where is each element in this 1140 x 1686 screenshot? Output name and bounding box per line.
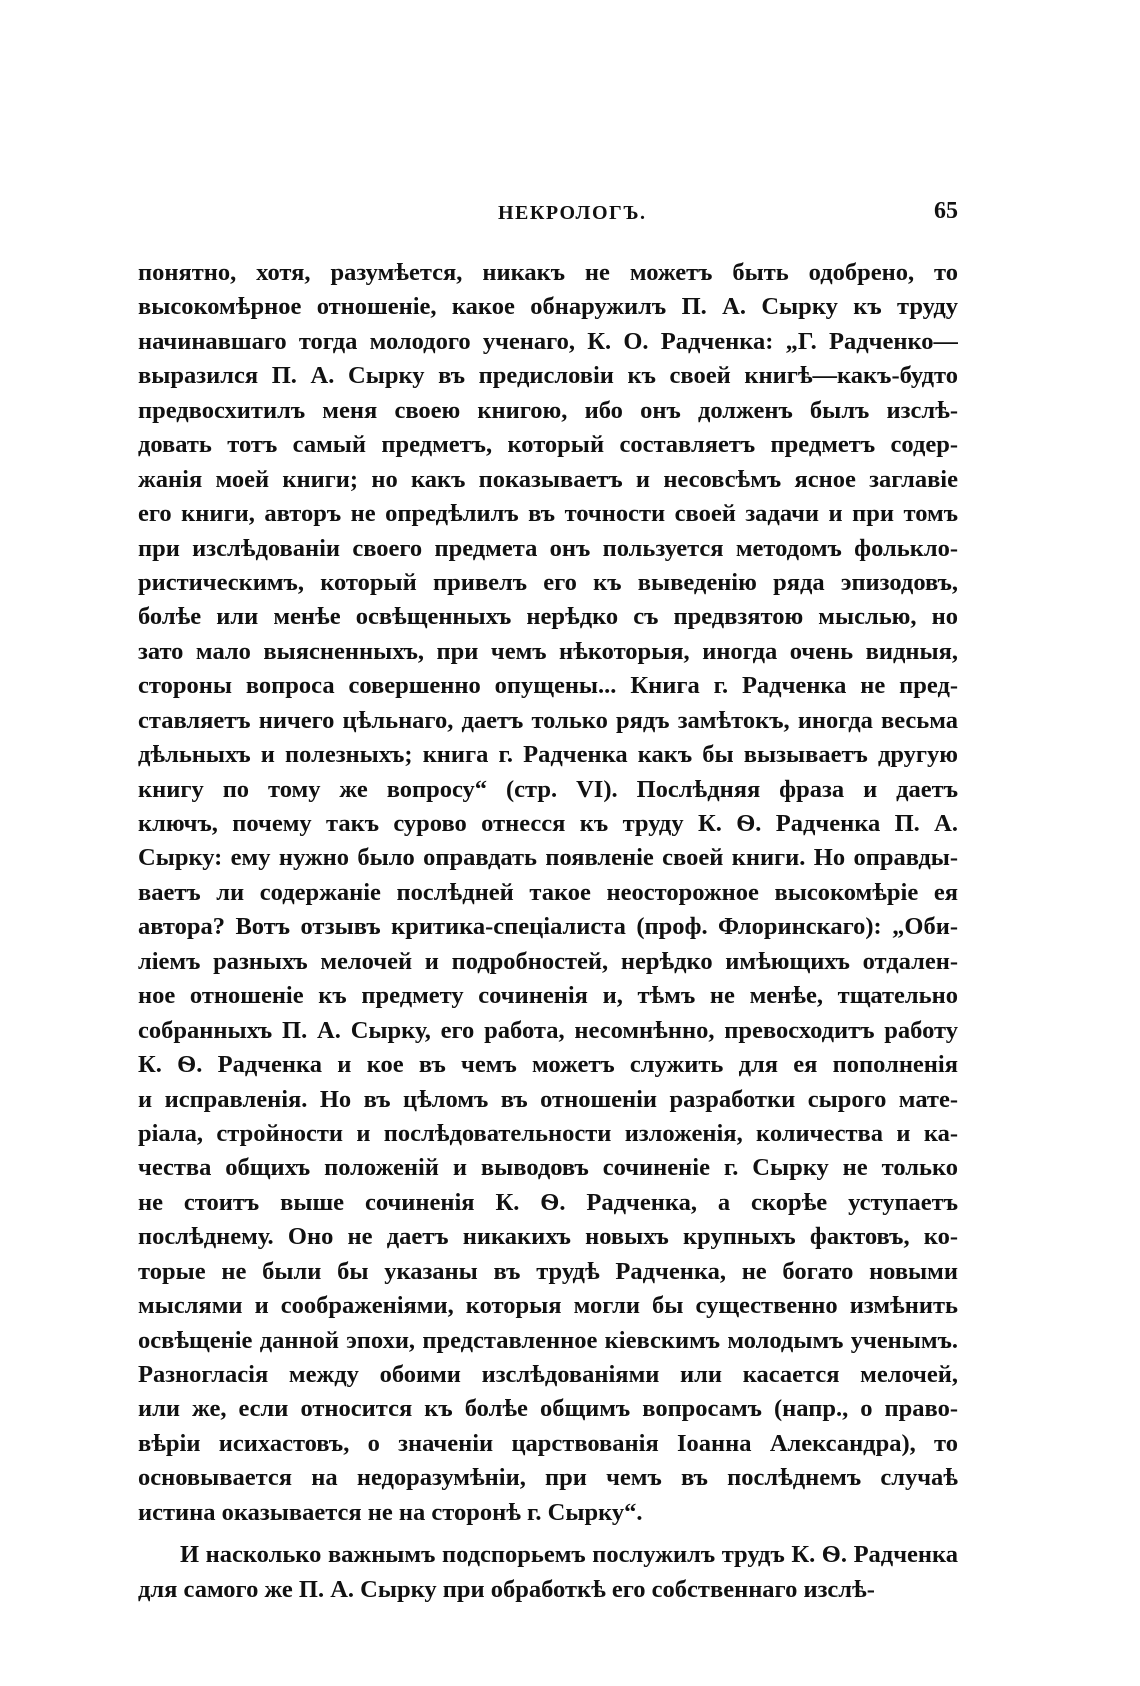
paragraph-2 — [138, 1538, 958, 1607]
text-line: при изслѣдованіи своего предмета онъ пользуется методомъ фолькло- — [138, 534, 958, 562]
text-line: ліемъ разныхъ мелочей и подробностей, нерѣдко имѣющихъ отдален- — [138, 947, 958, 975]
text-line: вѣріи исихастовъ, о значеніи царствованія Іоанна Александра), то — [138, 1429, 958, 1457]
paragraph-gap — [138, 1530, 958, 1538]
text-line: стороны вопроса совершенно опущены... Книга г. Радченка не пред- — [138, 672, 958, 700]
page-header — [138, 198, 958, 236]
text-line: собранныхъ П. А. Сырку, его работа, несомнѣнно, превосходитъ работу — [138, 1016, 958, 1044]
text-line: автора? Вотъ отзывъ критика-спеціалиста (проф. Флоринскаго): „Оби- — [138, 913, 958, 941]
text-line: выразился П. А. Сырку въ предисловіи къ своей книгѣ—какъ-будто — [138, 362, 958, 390]
text-line: начинавшаго тогда молодого ученаго, К. О. Радченка: „Г. Радченко— — [138, 327, 958, 355]
text-line: истина оказывается не на сторонѣ г. Сырку“. — [138, 1498, 643, 1526]
text-line: или же, если относится къ болѣе общимъ вопросамъ (напр., о право- — [138, 1395, 958, 1423]
text-line: для самого же П. А. Сырку при обработкѣ его собственнаго изслѣ- — [138, 1575, 875, 1603]
text-line: мыслями и соображеніями, которыя могли бы существенно измѣнить — [138, 1292, 958, 1320]
text-line: ное отношеніе къ предмету сочиненія и, тѣмъ не менѣе, тщательно — [138, 982, 958, 1010]
text-line: Разногласія между обоими изслѣдованіями или касается мелочей, — [138, 1361, 958, 1388]
body-text — [138, 256, 958, 1607]
text-line: ріала, стройности и послѣдовательности изложенія, количества и ка- — [138, 1119, 958, 1147]
text-line: дѣльныхъ и полезныхъ; книга г. Радченка какъ бы вызываетъ другую — [138, 741, 958, 769]
text-line: понятно, хотя, разумѣется, никакъ не можетъ быть одобрено, то — [138, 259, 958, 286]
paragraph-1 — [138, 256, 958, 1530]
text-line: И насколько важнымъ подспорьемъ послужилъ трудъ К. Ѳ. Радченка — [180, 1541, 958, 1569]
text-line: торые не были бы указаны въ трудѣ Радченка, не богато новыми — [138, 1257, 958, 1285]
page-number: 65 — [934, 198, 958, 224]
text-line: чества общихъ положеній и выводовъ сочиненіе г. Сырку не только — [138, 1154, 958, 1182]
text-line: ставляетъ ничего цѣльнаго, даетъ только рядъ замѣтокъ, иногда весьма — [138, 706, 958, 734]
text-line: послѣднему. Оно не даетъ никакихъ новыхъ крупныхъ фактовъ, ко- — [138, 1223, 958, 1251]
text-line: высокомѣрное отношеніе, какое обнаружилъ П. А. Сырку къ труду — [138, 293, 958, 321]
text-line: зато мало выясненныхъ, при чемъ нѣкоторыя, иногда очень видныя, — [138, 637, 958, 665]
text-line: книгу по тому же вопросу“ (стр. VI). Послѣдняя фраза и даетъ — [138, 775, 958, 803]
text-line: ваетъ ли содержаніе послѣдней такое неосторожное высокомѣріе ея — [138, 878, 958, 906]
text-line: довать тотъ самый предметъ, который составляетъ предметъ содер- — [138, 431, 958, 459]
text-line: жанія моей книги; но какъ показываетъ и несовсѣмъ ясное заглавіе — [138, 465, 958, 493]
text-line: и исправленія. Но въ цѣломъ въ отношеніи разработки сырого мате- — [138, 1085, 958, 1113]
text-line: болѣе или менѣе освѣщенныхъ нерѣдко съ предвзятою мыслью, но — [138, 603, 958, 631]
text-line: ключъ, почему такъ сурово отнесся къ труду К. Ѳ. Радченка П. А. — [138, 810, 958, 837]
running-title: НЕКРОЛОГЪ. — [498, 202, 647, 224]
text-line: предвосхитилъ меня своею книгою, ибо онъ долженъ былъ изслѣ- — [138, 396, 958, 424]
text-line: К. Ѳ. Радченка и кое въ чемъ можетъ служить для ея пополненія — [138, 1051, 958, 1079]
text-line: его книги, авторъ не опредѣлилъ въ точности своей задачи и при томъ — [138, 500, 958, 528]
text-line: не стоитъ выше сочиненія К. Ѳ. Радченка, а скорѣе уступаетъ — [138, 1188, 958, 1216]
text-line: Сырку: ему нужно было оправдать появленіе своей книги. Но оправды- — [138, 844, 958, 872]
text-line: освѣщеніе данной эпохи, представленное кіевскимъ молодымъ ученымъ. — [138, 1326, 958, 1354]
text-line: основывается на недоразумѣніи, при чемъ въ послѣднемъ случаѣ — [138, 1464, 958, 1492]
text-line: ристическимъ, который привелъ его къ выведенію ряда эпизодовъ, — [138, 568, 958, 596]
